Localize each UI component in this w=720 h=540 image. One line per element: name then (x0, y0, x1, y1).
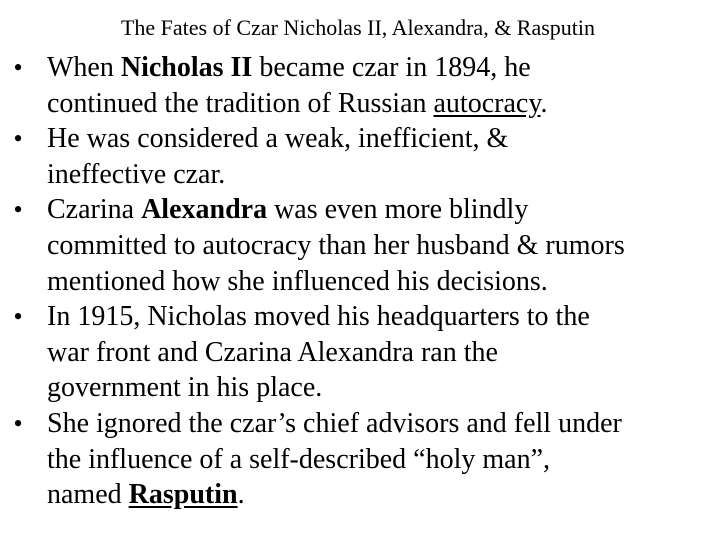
bullet-line: government in his place. (47, 372, 323, 404)
bullet-line (47, 50, 714, 86)
text-run: became czar in 1894, he (252, 52, 531, 83)
bullet-line: In 1915, Nicholas moved his headquarters to the (47, 301, 590, 333)
bullet-dot-icon: • (13, 195, 23, 225)
bullet-item-nicholas (8, 50, 714, 121)
slide-title: The Fates of Czar Nicholas II, Alexandra, & Rasputin (120, 15, 596, 40)
underlined-term-autocracy: autocracy (433, 87, 541, 119)
text-run: continued the tradition of Russian (47, 87, 434, 119)
bold-underlined-term-rasputin: Rasputin (128, 479, 238, 511)
bullet-item-war-front (8, 299, 714, 406)
text-run: was even more blindly (267, 194, 529, 226)
bullet-line: committed to autocracy than her husband & rumors (47, 229, 625, 261)
bullet-line: He was considered a weak, inefficient, & (47, 123, 509, 155)
text-run: Czarina (47, 194, 142, 226)
text-run: named (47, 479, 129, 511)
text-run: When (47, 52, 121, 83)
bullet-dot-icon: • (13, 124, 23, 154)
bullet-line: war front and Czarina Alexandra ran the (47, 336, 498, 368)
bullet-item-alexandra (8, 192, 714, 299)
bullet-dot-icon: • (13, 408, 23, 438)
bullet-line (47, 477, 714, 513)
bullet-item-weak-czar (8, 121, 714, 192)
bullet-line (47, 86, 714, 122)
text-run: . (237, 479, 245, 511)
bullet-item-rasputin (8, 406, 714, 513)
bullet-list (8, 50, 714, 513)
bullet-line: mentioned how she influenced his decisions. (47, 265, 548, 297)
bold-term-alexandra: Alexandra (141, 194, 268, 226)
bullet-dot-icon: • (13, 302, 23, 332)
bold-term-nicholas-ii: Nicholas II (120, 52, 253, 83)
bullet-dot-icon: • (13, 53, 23, 82)
bullet-line (47, 192, 714, 228)
bullet-line: She ignored the czar’s chief advisors and fell under (47, 407, 622, 439)
bullet-line: ineffective czar. (47, 158, 226, 190)
text-run: . (540, 87, 548, 119)
bullet-line: the influence of a self-described “holy man”, (47, 443, 551, 475)
